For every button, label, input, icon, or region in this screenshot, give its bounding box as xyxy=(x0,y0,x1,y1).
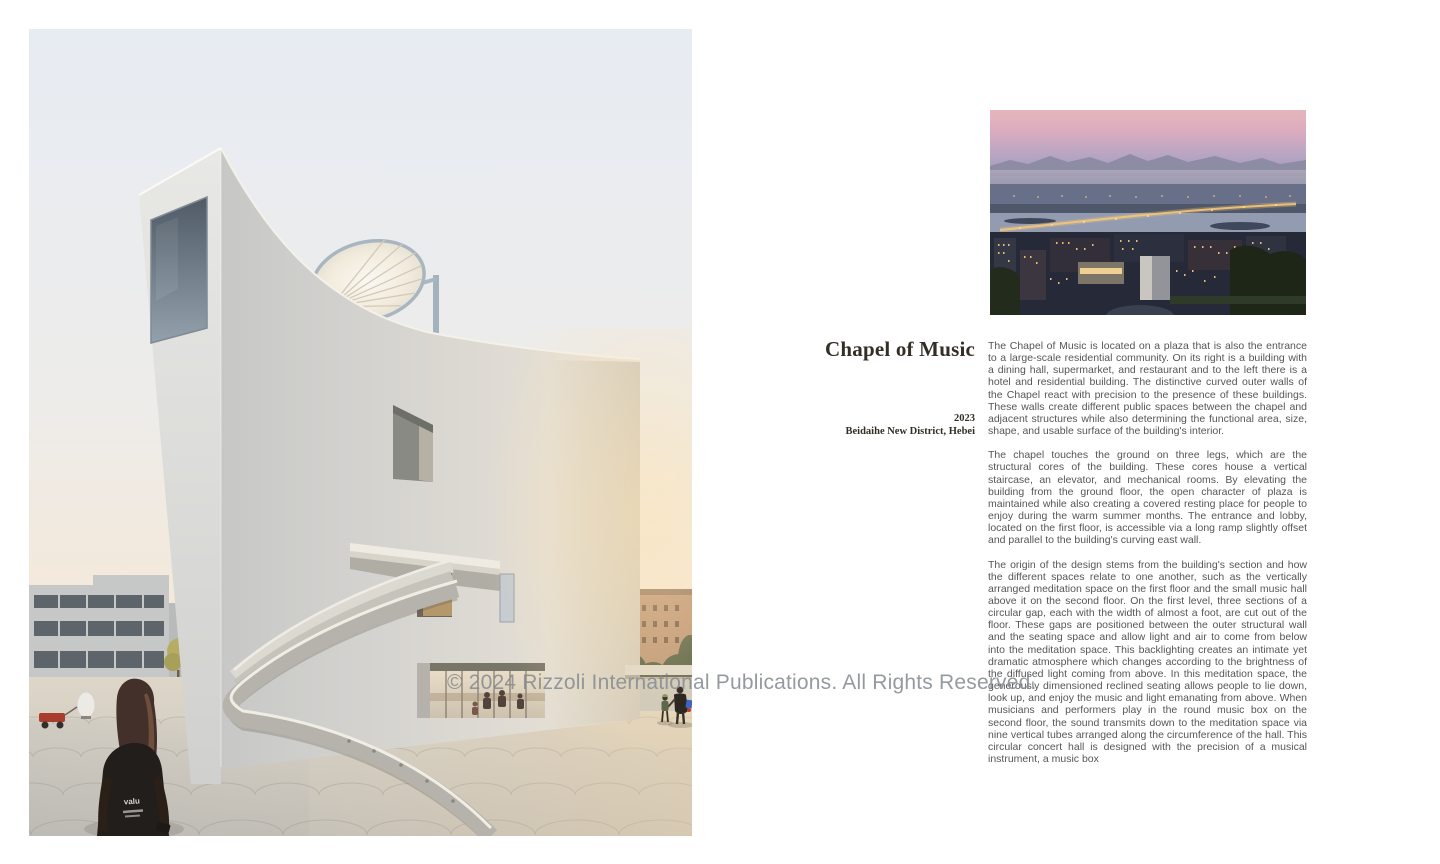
trees-right xyxy=(1230,246,1306,315)
shirt-text: valu xyxy=(123,796,141,807)
chapel-photo-illustration xyxy=(29,29,692,836)
copyright-watermark: © 2024 Rizzoli International Publications. All Rights Reserved. xyxy=(447,671,1037,694)
body-paragraph-2: The chapel touches the ground on three legs, which are the structural cores of the building. These cores house a vertical staircase, an elevator, and mechanical rooms. By elevating the building from the ground floor, the open character of plaza is maintained while also creating a covered resting place for people to enjoy during the warm summer months. The entrance and lobby, located on the first floor, is accessible via a long ramp slightly offset and parallel to the building's curving east wall. xyxy=(988,449,1307,547)
chapel-photo xyxy=(29,29,692,836)
night-city xyxy=(990,232,1306,315)
project-year: 2023 xyxy=(954,413,975,424)
red-wagon xyxy=(39,713,65,722)
blue-bag xyxy=(685,700,692,709)
project-meta xyxy=(655,413,975,438)
body-paragraph-3: The origin of the design stems from the building's section and how the different spaces relate to one another, such as the vertically arranged meditation space on the first floor and the small music hall above it on the second floor. On the first level, three sections of a circular gap, each with the width of almost a foot, are cut out of the floor. These gaps are positioned between the outer structural wall and the seating space and allow light and air to come from below into the meditation space. This backlighting creates an intimate yet dramatic atmosphere which changes according to the brightness of the diffused light coming from above. In this meditation space, the generously dimensioned reclined seating allows people to lie down, look up, and enjoy the music and light emanating from above. When musicians and performers play in the round music box on the second floor, the sound transmits down to the meditation space via nine vertical tubes arranged along the circumference of the hall. This circular concert hall is designed with the precision of a musical instrument, a music box xyxy=(988,558,1307,765)
article-title: Chapel of Music xyxy=(825,337,975,361)
cityscape-photo xyxy=(990,110,1306,315)
upper-window xyxy=(151,197,207,343)
article-body xyxy=(988,340,1307,777)
sun-glare xyxy=(429,329,692,749)
cityscape-photo-illustration xyxy=(990,110,1306,315)
trees-left xyxy=(990,267,1020,315)
project-location: Beidaihe New District, Hebei xyxy=(845,425,975,437)
body-paragraph-1: The Chapel of Music is located on a plaza that is also the entrance to a large-scale residential community. On its right is a building with a dining hall, supermarket, and restaurant and to the left there is a hotel and residential building. The distinctive curved outer walls of the Chapel react with precision to the presence of these buildings. These walls create different public spaces between the chapel and adjacent structures while also determining the functional area, size, shape, and usable surface of the building's interior. xyxy=(988,340,1307,438)
